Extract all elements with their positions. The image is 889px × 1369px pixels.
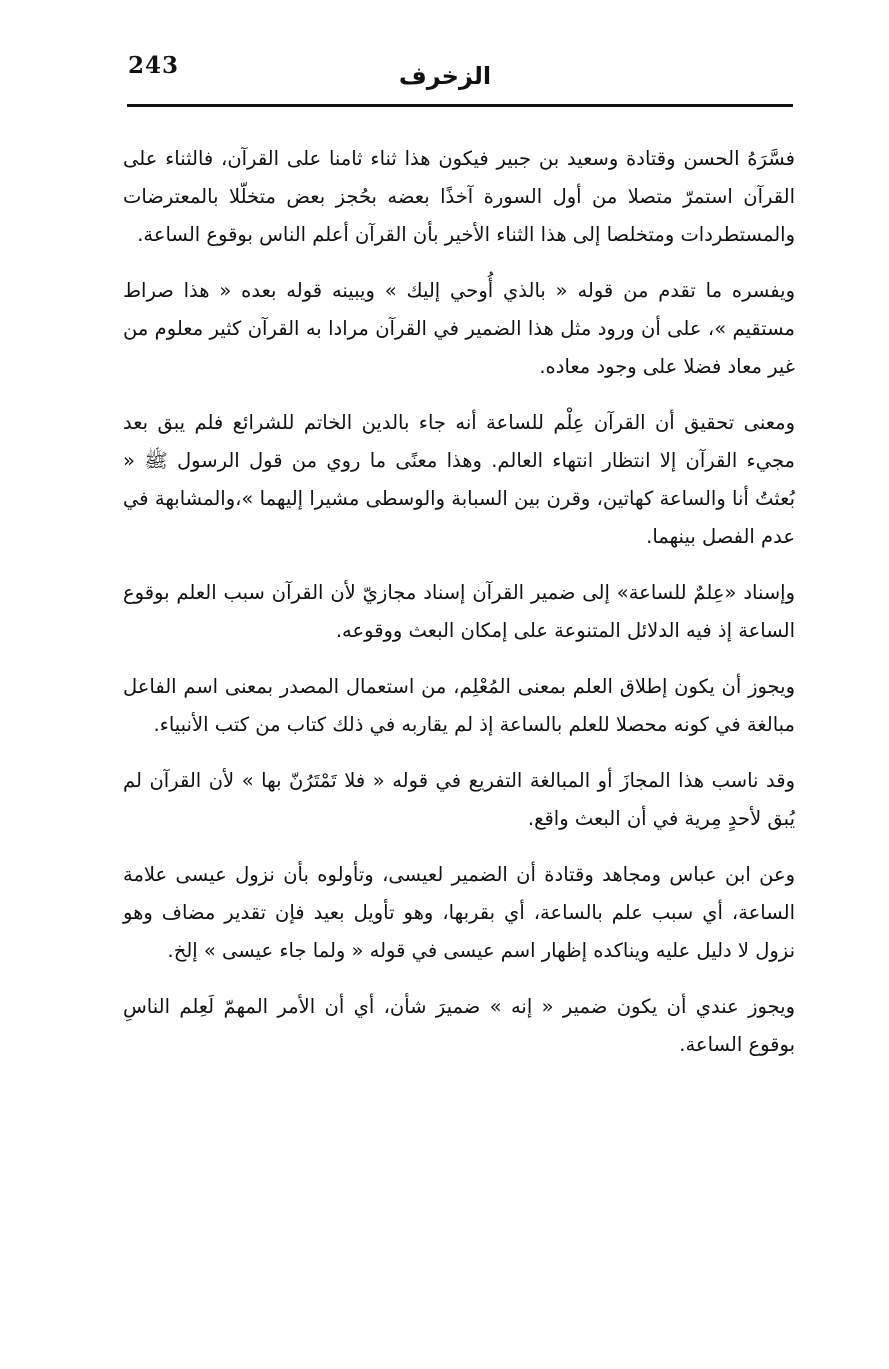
paragraph: ومعنى تحقيق أن القرآن عِلْم للساعة أنه جاء بالدين الخاتم للشرائع فلم يبق بعد مجيء القرآن إلا انتظار انتهاء العالم. وهذا معنًى ما روي من قول الرسول ﷺ « بُعثتُ أنا والساعة كهاتين، وقرن بين السبابة والوسطى مشيرا إليهما »،والمشابهة في عدم الفصل بينهما.: [123, 411, 795, 548]
paragraph: ويفسره ما تقدم من قوله « بالذي أُوحي إليك » ويبينه قوله بعده « هذا صراط مستقيم »، على أن ورود مثل هذا الضمير في القرآن مرادا به القرآن كثير معلوم من غير معاد فضلا على وجود معاده.: [123, 279, 795, 378]
running-title: الزخرف: [398, 62, 492, 90]
body-text: [123, 140, 795, 1082]
paragraph: وقد ناسب هذا المجازَ أو المبالغة التفريع في قوله « فلا تَمْتَرُنّ بها » لأن القرآن لم يُبق لأحدٍ مِرية في أن البعث واقع.: [123, 769, 795, 830]
page-number: 243: [128, 52, 180, 79]
paragraph: وعن ابن عباس ومجاهد وقتادة أن الضمير لعيسى، وتأولوه بأن نزول عيسى علامة الساعة، أي سبب علم بالساعة، أي بقربها، وهو تأويل بعيد فإن تقدير مضاف وهو نزول لا دليل عليه ويناكده إظهار اسم عيسى في قوله « ولما جاء عيسى » إلخ.: [123, 863, 795, 962]
paragraph: وإسناد «عِلمٌ للساعة» إلى ضمير القرآن إسناد مجازيّ لأن القرآن سبب العلم بوقوع الساعة إذ فيه الدلائل المتنوعة على إمكان البعث ووقوعه.: [123, 581, 795, 642]
paragraph: ويجوز أن يكون إطلاق العلم بمعنى المُعْلِم، من استعمال المصدر بمعنى اسم الفاعل مبالغة في كونه محصلا للعلم بالساعة إذ لم يقاربه في ذلك كتاب من كتب الأنبياء.: [123, 675, 795, 736]
paragraph: ويجوز عندي أن يكون ضمير « إنه » ضميرَ شأن، أي أن الأمر المهمّ لَعِلم الناسِ بوقوع الساعة.: [123, 995, 795, 1056]
header-rule: [127, 104, 793, 107]
paragraph: فسَّرَهُ الحسن وقتادة وسعيد بن جبير فيكون هذا ثناء ثامنا على القرآن، فالثناء على القرآن استمرّ متصلا من أول السورة آخذًا بعضه بحُجز بعض متخلّلا بالمعترضات والمستطردات ومتخلصا إلى هذا الثناء الأخير بأن القرآن أعلم الناس بوقوع الساعة.: [123, 147, 795, 246]
